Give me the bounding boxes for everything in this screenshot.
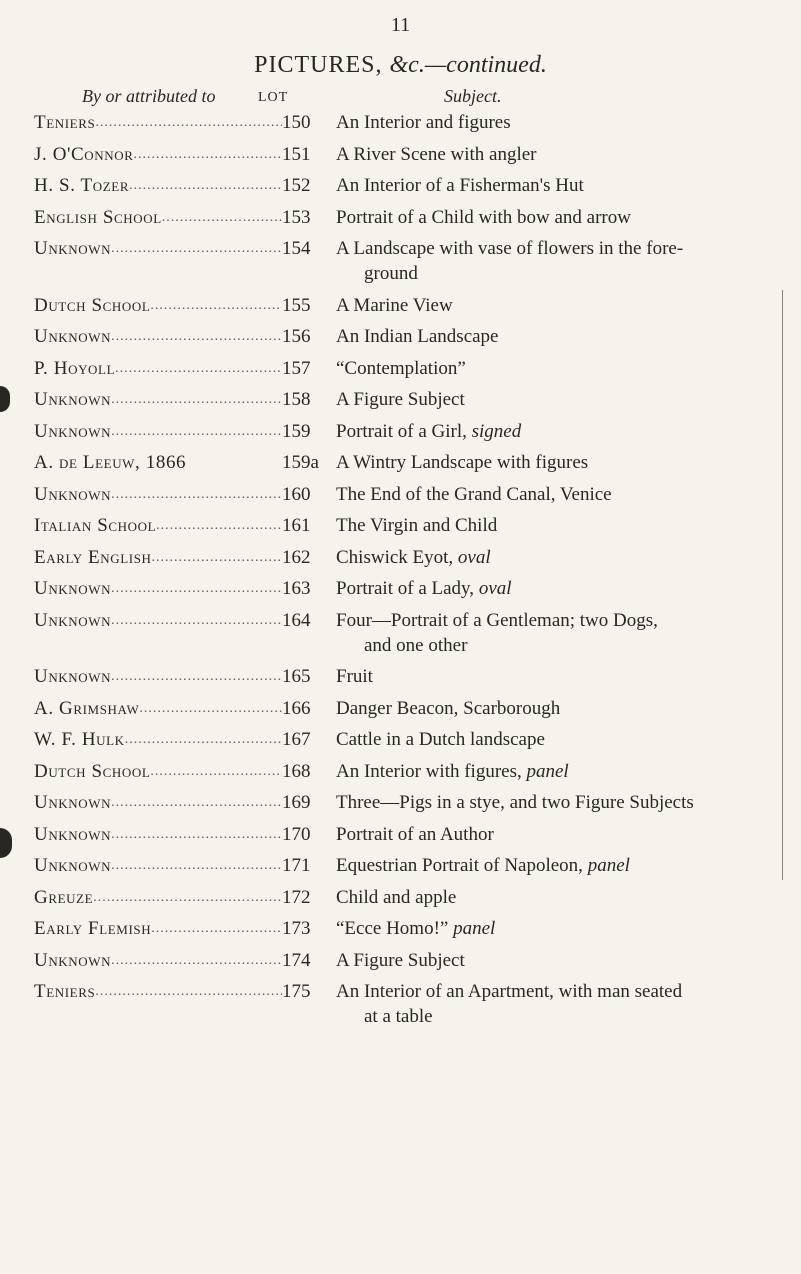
catalogue-entry [34,387,794,412]
entry-artist: Teniers [34,981,96,1002]
entry-lot-number: 161 [282,515,311,536]
catalogue-entry [34,916,794,941]
entry-artist: Unknown [34,949,112,971]
entry-lot-number: 159 [282,420,311,442]
entry-subject [330,293,794,318]
catalogue-entry [34,173,794,198]
heading-main: PICTURES, [254,52,383,78]
entry-subject [330,759,794,784]
entry-subject [330,173,794,198]
entry-artist: Dutch School [34,760,151,782]
entry-lot-number: 151 [282,143,311,165]
entry-subject-text: A Figure Subject [336,949,465,971]
entry-lot-number: 167 [282,729,311,750]
catalogue-entry [34,696,794,721]
entry-subject-note: panel [587,855,630,876]
catalogue-entry [34,759,794,784]
entry-subject [330,419,794,444]
entry-lot-number: 152 [282,175,311,196]
entry-artist: Unknown [34,326,112,347]
entry-artist: P. Hoyoll [34,357,116,379]
entry-subject [330,916,794,941]
page-number: 11 [390,14,411,36]
entry-lot-number: 170 [282,823,311,845]
dot-leader [134,142,282,167]
dot-leader [95,110,282,135]
entry-subject [330,576,794,601]
catalogue-entry [34,450,794,475]
entry-subject-text: Portrait of an Author [336,823,494,845]
dot-leader [150,293,282,318]
entry-subject-text: Fruit [336,666,373,687]
entry-subject-text: Danger Beacon, Scarborough [336,697,561,719]
entry-lot-number: 162 [282,546,311,568]
catalogue-entry [34,545,794,570]
entry-artist: Early English [34,546,152,568]
entry-subject-text: Equestrian Portrait of Napoleon, [336,855,583,876]
entry-subject-text: “Contemplation” [336,357,466,379]
entry-subject [330,324,794,349]
dot-leader [111,482,282,507]
entry-artist: W. F. Hulk [34,729,125,750]
dot-leader [152,545,282,570]
entry-subject-text: A Wintry Landscape with figures [336,452,589,473]
dot-leader [156,513,282,538]
entry-lot-number: 168 [282,760,311,782]
column-header-subject: Subject. [444,86,502,106]
column-header-artist: By or attributed to [82,86,216,106]
entry-subject-continuation: and one other [364,634,468,656]
entry-artist: Dutch School [34,294,151,316]
entry-subject [330,356,794,381]
dot-leader [111,822,282,847]
catalogue-entry [34,948,794,973]
entry-subject [330,387,794,412]
entry-artist: Unknown [34,420,112,442]
entry-subject-continuation: at a table [364,1006,433,1027]
entry-subject [330,822,794,847]
entry-subject-text: Chiswick Eyot, [336,546,454,568]
entry-lot-number: 165 [282,666,311,687]
entry-subject-text: Portrait of a Girl, [336,420,467,442]
dot-leader [111,387,282,412]
entry-subject-continuation: ground [364,263,418,284]
entry-subject-text: Portrait of a Child with bow and arrow [336,206,631,228]
catalogue-list [34,110,794,1036]
entry-lot-number: 175 [282,981,311,1002]
catalogue-entry [34,576,794,601]
entry-subject [330,236,794,286]
entry-artist: Unknown [34,578,112,599]
catalogue-entry [34,110,794,135]
catalogue-entry [34,790,794,815]
entry-subject-text: An Interior of an Apartment, with man seated [336,981,683,1002]
entry-artist: J. O'Connor [34,143,134,165]
catalogue-entry [34,482,794,507]
entry-artist: Unknown [34,855,112,876]
entry-artist: Unknown [34,792,112,813]
entry-subject [330,885,794,910]
dot-leader [111,324,282,349]
entry-artist: English School [34,206,162,228]
entry-subject-text: A Marine View [336,294,453,316]
catalogue-entry [34,513,794,538]
entry-artist: Unknown [34,483,112,505]
entry-subject-text: The Virgin and Child [336,515,498,536]
entry-artist: Unknown [34,609,112,631]
catalogue-entry [34,664,794,689]
entry-subject [330,205,794,230]
entry-subject-text: An Interior with figures, [336,760,522,782]
entry-lot-number: 150 [282,112,311,133]
dot-leader [139,696,282,721]
entry-artist: Unknown [34,823,112,845]
entry-lot-number: 157 [282,357,311,379]
dot-leader [129,173,282,198]
entry-lot-number: 160 [282,483,311,505]
entry-artist: Unknown [34,666,112,687]
entry-subject [330,142,794,167]
entry-subject-text: The End of the Grand Canal, Venice [336,483,612,505]
entry-subject-note: panel [453,918,496,939]
page-heading [0,52,801,79]
entry-lot-number: 172 [282,886,311,908]
entry-lot-number: 159a [282,452,319,473]
catalogue-entry [34,419,794,444]
catalogue-entry [34,608,794,658]
entry-artist: Teniers [34,112,96,133]
entry-subject-text: A Landscape with vase of flowers in the fore- [336,238,684,259]
entry-subject-text: An Interior and figures [336,112,511,133]
dot-leader [162,205,282,230]
entry-subject-text: Child and apple [336,886,457,908]
entry-lot-number: 158 [282,389,311,410]
entry-subject [330,790,794,815]
dot-leader [93,885,282,910]
entry-subject-text: Cattle in a Dutch landscape [336,729,545,750]
entry-artist: Unknown [34,238,112,259]
dot-leader [111,664,282,689]
entry-lot-number: 156 [282,326,311,347]
entry-artist: Greuze [34,886,94,908]
dot-leader [111,419,282,444]
column-header-lot: LOT [258,90,289,105]
entry-subject-text: Four—Portrait of a Gentleman; two Dogs, [336,609,658,631]
dot-leader [111,948,282,973]
entry-subject [330,608,794,658]
entry-subject [330,664,794,689]
entry-lot-number: 166 [282,697,311,719]
entry-artist: Italian School [34,515,157,536]
entry-subject [330,948,794,973]
catalogue-entry [34,822,794,847]
entry-subject-text: Portrait of a Lady, [336,578,475,599]
page-edge-mark [0,828,12,858]
entry-lot-number: 169 [282,792,311,813]
entry-lot-number: 155 [282,294,311,316]
entry-subject-note: oval [457,546,491,568]
catalogue-entry [34,727,794,752]
dot-leader [111,236,282,261]
entry-artist: Early Flemish [34,918,152,939]
entry-subject [330,513,794,538]
entry-lot-number: 164 [282,609,311,631]
dot-leader [111,608,282,633]
entry-subject-text: An Interior of a Fisherman's Hut [336,175,584,196]
entry-artist: A. Grimshaw [34,697,140,719]
entry-subject [330,450,794,475]
entry-subject-text: A River Scene with angler [336,143,537,165]
dot-leader [111,790,282,815]
entry-subject [330,853,794,878]
entry-subject [330,482,794,507]
entry-artist: Unknown [34,389,112,410]
entry-subject [330,110,794,135]
entry-subject [330,727,794,752]
entry-artist: A. de Leeuw, 1866 [34,452,187,473]
entry-subject-text: Three—Pigs in a stye, and two Figure Subjects [336,792,694,813]
dot-leader [111,853,282,878]
entry-lot-number: 163 [282,578,311,599]
dot-leader [150,759,282,784]
catalogue-entry [34,205,794,230]
dot-leader [125,727,282,752]
catalogue-entry [34,293,794,318]
entry-subject-text: An Indian Landscape [336,326,499,347]
catalogue-entry [34,236,794,286]
dot-leader [111,576,282,601]
entry-subject-text: A Figure Subject [336,389,465,410]
entry-lot-number: 174 [282,949,311,971]
catalogue-entry [34,356,794,381]
page-edge-line [782,290,801,880]
entry-lot-number: 153 [282,206,311,228]
entry-subject-note: panel [526,760,569,782]
dot-leader [95,979,282,1004]
catalogue-entry [34,979,794,1029]
entry-lot-number: 173 [282,918,311,939]
catalogue-entry [34,324,794,349]
entry-lot-number: 154 [282,238,311,259]
catalogue-entry [34,142,794,167]
catalogue-entry [34,853,794,878]
entry-artist: H. S. Tozer [34,175,130,196]
catalogue-entry [34,885,794,910]
page-edge-mark [0,386,10,412]
dot-leader [115,356,282,381]
entry-subject [330,696,794,721]
entry-subject-text: “Ecce Homo!” [336,918,449,939]
entry-subject-note: oval [478,578,512,599]
dot-leader [151,916,282,941]
heading-continued: &c.—continued. [389,52,547,78]
entry-subject [330,979,794,1029]
entry-subject-note: signed [471,420,522,442]
entry-subject [330,545,794,570]
entry-lot-number: 171 [282,855,311,876]
